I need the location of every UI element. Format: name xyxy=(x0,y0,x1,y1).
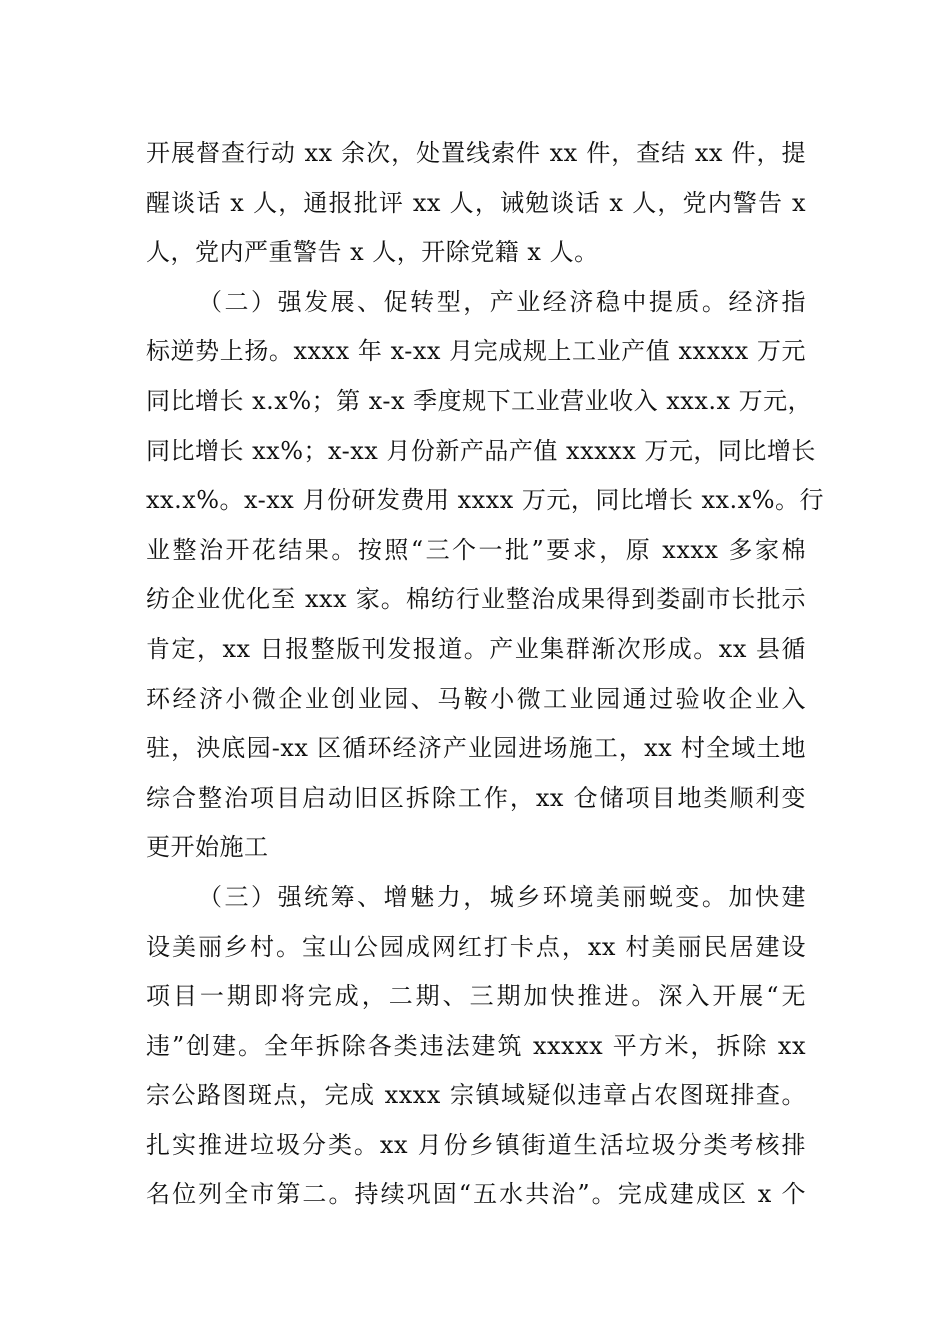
text-line-8: xx.x%。x-xx 月份研发费用 xxxx 万元，同比增长 xx.x%。行 xyxy=(146,486,825,515)
text-line-18: 项目一期即将完成，二期、三期加快推进。深入开展“无 xyxy=(146,982,806,1011)
paragraph-heading-3: （三）强统筹、增魅力，城乡环境美丽蜕变。加快建 xyxy=(198,882,806,911)
text-line-6: 同比增长 x.x%；第 x-x 季度规下工业营业收入 xxx.x 万元， xyxy=(146,386,813,415)
text-line-5: 标逆势上扬。xxxx 年 x-xx 月完成规上工业产值 xxxxx 万元 xyxy=(146,337,806,366)
text-line-12: 环经济小微企业创业园、马鞍小微工业园通过验收企业入 xyxy=(146,684,806,713)
text-line-15: 更开始施工 xyxy=(146,833,269,862)
text-line-19: 违”创建。全年拆除各类违法建筑 xxxxx 平方米，拆除 xx xyxy=(146,1031,806,1060)
paragraph-heading-2: （二）强发展、促转型，产业经济稳中提质。经济指 xyxy=(198,287,806,316)
text-line-17: 设美丽乡村。宝山公园成网红打卡点，xx 村美丽民居建设 xyxy=(146,932,806,961)
text-line-9: 业整治开花结果。按照“三个一批”要求，原 xxxx 多家棉 xyxy=(146,535,806,564)
text-line-20: 宗公路图斑点，完成 xxxx 宗镇域疑似违章占农图斑排查。 xyxy=(146,1081,806,1110)
text-line-22: 名位列全市第二。持续巩固“五水共治”。完成建成区 x 个 xyxy=(146,1180,806,1209)
text-line-7: 同比增长 xx%；x-xx 月份新产品产值 xxxxx 万元，同比增长 xyxy=(146,436,816,465)
document-body xyxy=(146,129,825,1220)
text-line-2: 醒谈话 x 人，通报批评 xx 人，诫勉谈话 x 人，党内警告 x xyxy=(146,188,806,217)
text-line-13: 驻，泱底园-xx 区循环经济产业园进场施工，xx 村全域土地 xyxy=(146,734,806,763)
text-line-11: 肯定，xx 日报整版刊发报道。产业集群渐次形成。xx 县循 xyxy=(146,634,806,663)
text-line-10: 纺企业优化至 xxx 家。棉纺行业整治成果得到娄副市长批示 xyxy=(146,585,806,614)
text-line-21: 扎实推进垃圾分类。xx 月份乡镇街道生活垃圾分类考核排 xyxy=(146,1130,806,1159)
text-line-14: 综合整治项目启动旧区拆除工作，xx 仓储项目地类顺利变 xyxy=(146,783,806,812)
text-line-1: 开展督查行动 xx 余次，处置线索件 xx 件，查结 xx 件，提 xyxy=(146,139,806,167)
text-line-3: 人，党内严重警告 x 人，开除党籍 x 人。 xyxy=(146,238,599,267)
